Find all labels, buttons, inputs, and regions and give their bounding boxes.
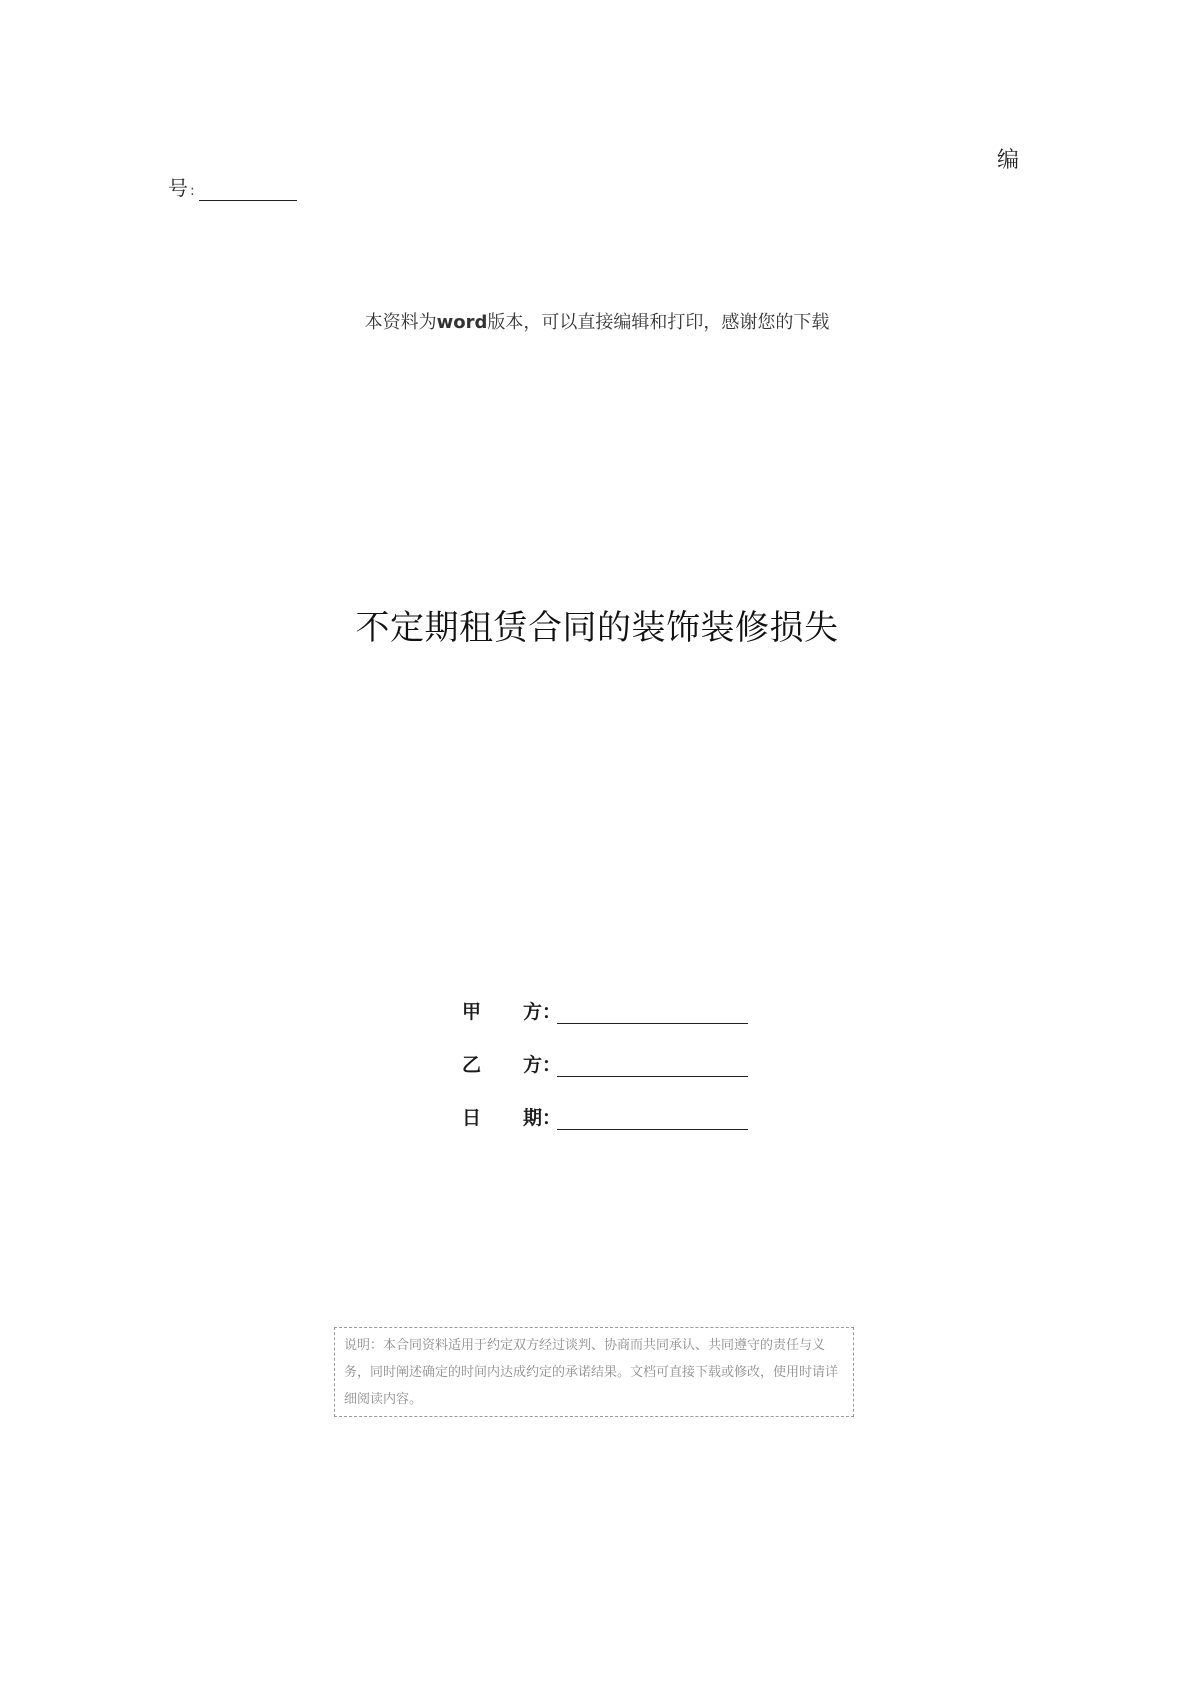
party-b-label bbox=[462, 1050, 542, 1077]
notice-text-part1: 本资料为 bbox=[364, 312, 437, 333]
date-colon: ： bbox=[542, 1107, 562, 1129]
date-label bbox=[462, 1103, 542, 1130]
party-a-char1: 甲 bbox=[462, 1001, 482, 1023]
party-a-blank[interactable] bbox=[557, 1005, 748, 1024]
document-number-blank[interactable] bbox=[199, 182, 297, 201]
party-b-char1: 乙 bbox=[462, 1054, 482, 1076]
party-b-colon: ： bbox=[542, 1054, 562, 1076]
party-a-char2: 方 bbox=[522, 1001, 542, 1023]
party-a-label bbox=[462, 997, 542, 1024]
party-a-colon: ： bbox=[542, 1001, 562, 1023]
notice-word: word bbox=[436, 312, 488, 333]
party-b-char2: 方 bbox=[522, 1054, 542, 1076]
document-number-row bbox=[168, 172, 297, 201]
signature-row-party-b bbox=[462, 1050, 748, 1077]
date-char2: 期 bbox=[522, 1107, 542, 1129]
document-number-label-part2: 号 bbox=[168, 176, 188, 200]
download-notice bbox=[0, 308, 1194, 334]
usage-note-box: 说明：本合同资料适用于约定双方经过谈判、协商而共同承认、共同遵守的责任与义务，同时阐述确定的时间内达成约定的承诺结果。文档可直接下载或修改，使用时请详细阅读内容。 bbox=[334, 1327, 854, 1417]
date-char1: 日 bbox=[462, 1107, 482, 1129]
document-title: 不定期租赁合同的装饰装修损失 bbox=[355, 608, 839, 648]
document-number-colon: : bbox=[190, 183, 195, 199]
date-blank[interactable] bbox=[557, 1111, 748, 1130]
signature-block bbox=[462, 997, 748, 1156]
signature-row-date bbox=[462, 1103, 748, 1130]
notice-text-part2: 版本，可以直接编辑和打印，感谢您的下载 bbox=[487, 312, 830, 333]
party-b-blank[interactable] bbox=[557, 1058, 748, 1077]
document-number-label-part1: 编 bbox=[997, 148, 1020, 173]
signature-row-party-a bbox=[462, 997, 748, 1024]
